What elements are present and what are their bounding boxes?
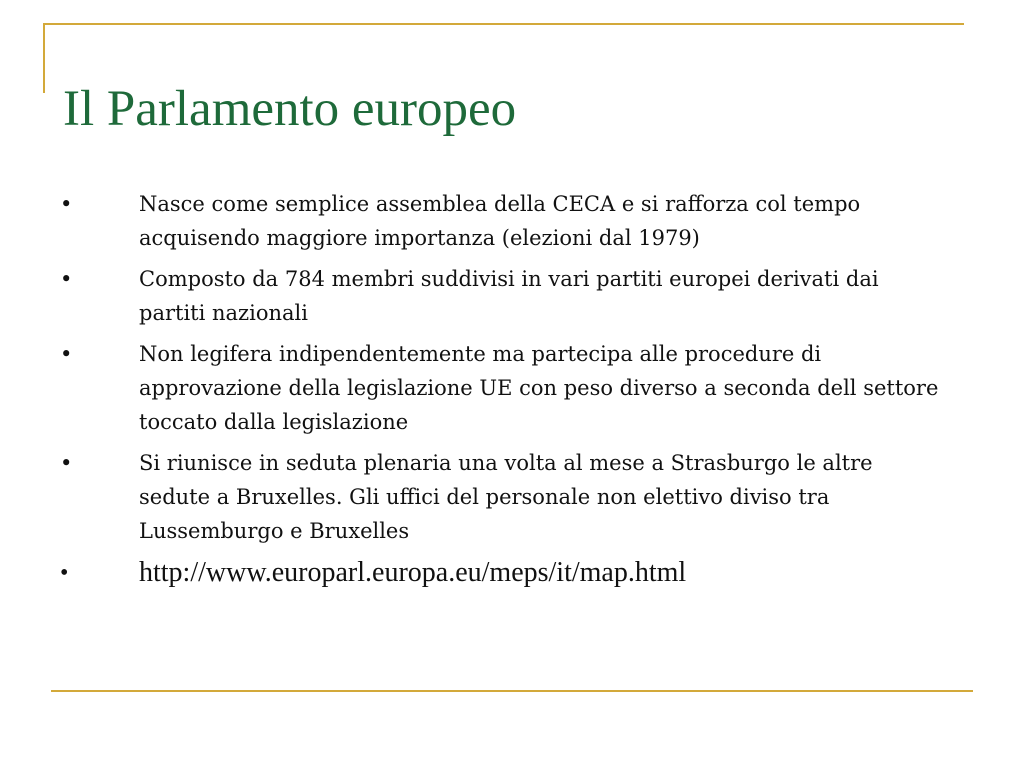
bullet-item [60,187,950,255]
bullet-list [60,187,950,598]
frame-top-line [43,23,964,25]
bullet-text: Non legifera indipendentemente ma partecipa alle procedure di approvazione della legislazione UE con peso diverso a seconda dell settore toccato dalla legislazione [139,342,939,434]
bullet-item [60,446,950,548]
frame-vertical-line [43,23,45,93]
bullet-text: Si riunisce in seduta plenaria una volta al mese a Strasburgo le altre sedute a Bruxelles. Gli uffici del personale non elettivo diviso tra Lussemburgo e Bruxelles [139,451,873,543]
bullet-text: Composto da 784 membri suddivisi in vari partiti europei derivati dai partiti nazionali [139,267,879,325]
slide-title: Il Parlamento europeo [63,81,517,137]
bullet-icon: • [60,267,73,291]
bullet-text: Nasce come semplice assemblea della CECA e si rafforza col tempo acquisendo maggiore importanza (elezioni dal 1979) [139,192,861,250]
bullet-item [60,262,950,330]
bullet-item-link[interactable] [60,555,950,591]
bullet-icon: • [60,342,73,366]
bullet-icon: • [60,451,73,475]
bullet-item [60,337,950,439]
bullet-icon: • [60,192,73,216]
bullet-icon: • [60,560,69,586]
europarl-link[interactable]: http://www.europarl.europa.eu/meps/it/map.html [139,557,687,588]
frame-bottom-line [51,690,973,692]
